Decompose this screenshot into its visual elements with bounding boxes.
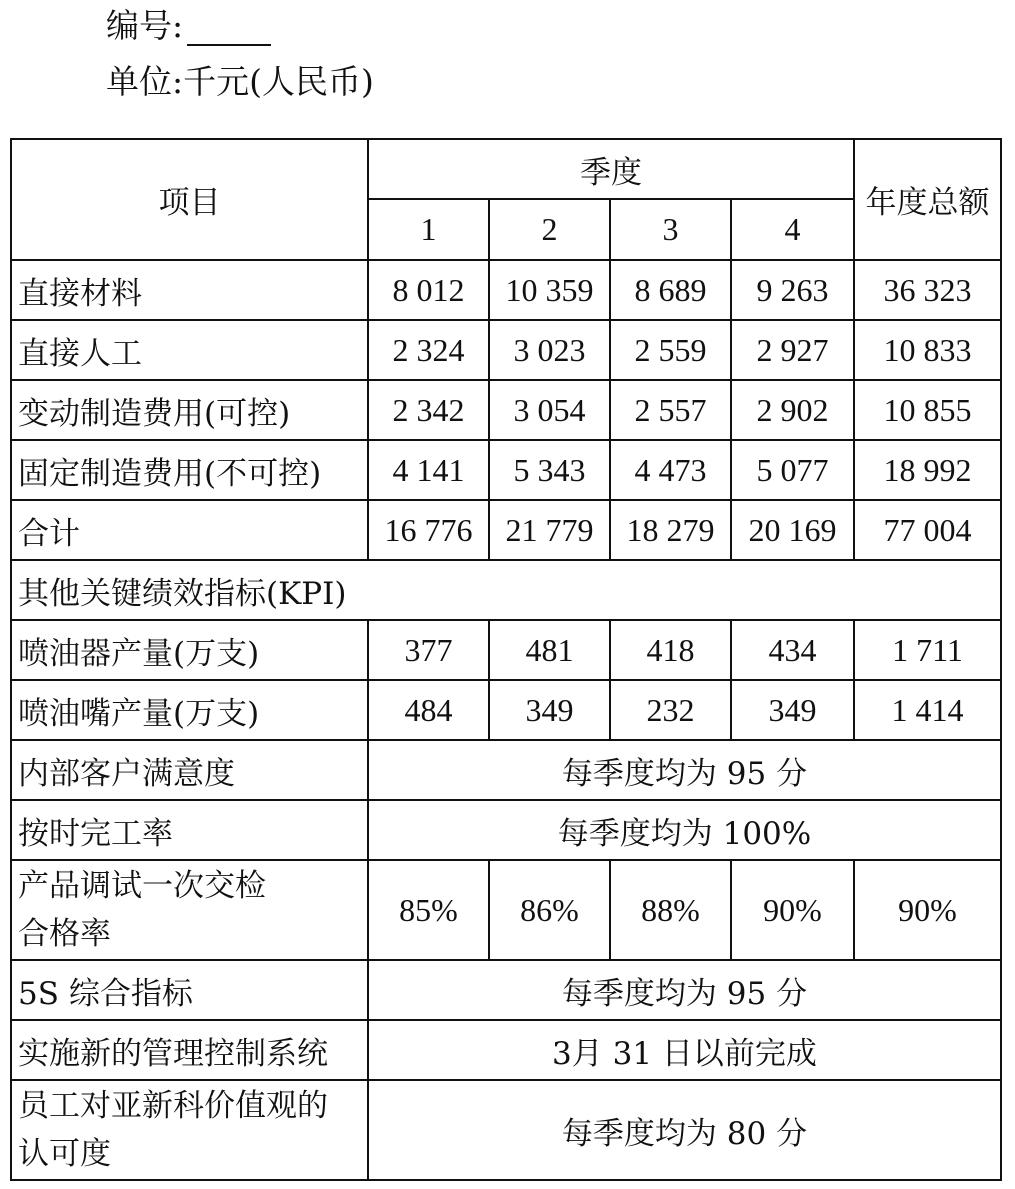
number-line: [106, 6, 271, 46]
table-row: [11, 860, 1001, 960]
q3-cell: 18 279: [610, 500, 731, 560]
table-row: [11, 800, 1001, 860]
total-cell: 10 833: [854, 320, 1001, 380]
total-cell: 10 855: [854, 380, 1001, 440]
row-label: 固定制造费用(不可控): [11, 440, 368, 500]
total-cell: 18 992: [854, 440, 1001, 500]
row-label-line: 认可度: [18, 1136, 111, 1172]
q3-cell: 2 557: [610, 380, 731, 440]
row-label: [11, 860, 368, 960]
q4-cell: 434: [731, 620, 854, 680]
q1-cell: 2 342: [368, 380, 489, 440]
row-label: 喷油器产量(万支): [11, 620, 368, 680]
q4-cell: 2 927: [731, 320, 854, 380]
kpi-section-row: [11, 560, 1001, 620]
table-row: [11, 1020, 1001, 1080]
total-cell: 77 004: [854, 500, 1001, 560]
q1-cell: 16 776: [368, 500, 489, 560]
table-row: [11, 680, 1001, 740]
table-row: [11, 440, 1001, 500]
q2-cell: 349: [489, 680, 610, 740]
q4-cell: 349: [731, 680, 854, 740]
kpi-heading: 其他关键绩效指标(KPI): [11, 560, 1001, 620]
row-label: 合计: [11, 500, 368, 560]
quarter-header: 季度: [368, 139, 854, 199]
table-row: [11, 960, 1001, 1020]
row-label: 按时完工率: [11, 800, 368, 860]
q4-cell: 9 263: [731, 260, 854, 320]
header-row: [11, 139, 1001, 199]
q2-cell: 10 359: [489, 260, 610, 320]
table-row: [11, 740, 1001, 800]
subtotal-row: [11, 500, 1001, 560]
row-label: 5S 综合指标: [11, 960, 368, 1020]
table-row: [11, 620, 1001, 680]
merged-value-cell: 每季度均为 95 分: [368, 740, 1001, 800]
q3-cell: 232: [610, 680, 731, 740]
q1-cell: 2 324: [368, 320, 489, 380]
quarter-2-header: 2: [489, 199, 610, 260]
table-row: [11, 260, 1001, 320]
budget-table: [10, 138, 1002, 1181]
merged-value-cell: 每季度均为 80 分: [368, 1080, 1001, 1180]
row-label: 内部客户满意度: [11, 740, 368, 800]
merged-value-cell: 3月 31 日以前完成: [368, 1020, 1001, 1080]
q1-cell: 8 012: [368, 260, 489, 320]
quarter-1-header: 1: [368, 199, 489, 260]
row-label-line: 合格率: [18, 916, 111, 952]
q4-cell: 20 169: [731, 500, 854, 560]
q3-cell: 2 559: [610, 320, 731, 380]
unit-label: 单位:千元(人民币): [106, 62, 374, 101]
unit-line: [106, 62, 374, 102]
merged-value-cell: 每季度均为 100%: [368, 800, 1001, 860]
row-label: 直接人工: [11, 320, 368, 380]
table-row: [11, 380, 1001, 440]
q1-cell: 484: [368, 680, 489, 740]
row-label: 实施新的管理控制系统: [11, 1020, 368, 1080]
table-row: [11, 320, 1001, 380]
total-cell: 90%: [854, 860, 1001, 960]
total-cell: 1 711: [854, 620, 1001, 680]
q2-cell: 481: [489, 620, 610, 680]
row-label: 直接材料: [11, 260, 368, 320]
table-row: [11, 1080, 1001, 1180]
q2-cell: 3 054: [489, 380, 610, 440]
quarter-4-header: 4: [731, 199, 854, 260]
merged-value-cell: 每季度均为 95 分: [368, 960, 1001, 1020]
q3-cell: 88%: [610, 860, 731, 960]
number-label: 编号:: [106, 6, 184, 45]
q2-cell: 5 343: [489, 440, 610, 500]
quarter-3-header: 3: [610, 199, 731, 260]
q3-cell: 8 689: [610, 260, 731, 320]
number-blank: [187, 14, 271, 46]
annual-total-header: 年度总额: [854, 139, 1001, 260]
item-header: 项目: [11, 139, 368, 260]
q2-cell: 3 023: [489, 320, 610, 380]
q1-cell: 4 141: [368, 440, 489, 500]
q1-cell: 85%: [368, 860, 489, 960]
q2-cell: 21 779: [489, 500, 610, 560]
q1-cell: 377: [368, 620, 489, 680]
q3-cell: 418: [610, 620, 731, 680]
q4-cell: 5 077: [731, 440, 854, 500]
total-cell: 1 414: [854, 680, 1001, 740]
row-label: 变动制造费用(可控): [11, 380, 368, 440]
row-label-line: 产品调试一次交检: [18, 867, 266, 904]
q3-cell: 4 473: [610, 440, 731, 500]
row-label-line: 员工对亚新科价值观的: [18, 1087, 328, 1124]
row-label: 喷油嘴产量(万支): [11, 680, 368, 740]
q4-cell: 2 902: [731, 380, 854, 440]
row-label: [11, 1080, 368, 1180]
q2-cell: 86%: [489, 860, 610, 960]
q4-cell: 90%: [731, 860, 854, 960]
total-cell: 36 323: [854, 260, 1001, 320]
